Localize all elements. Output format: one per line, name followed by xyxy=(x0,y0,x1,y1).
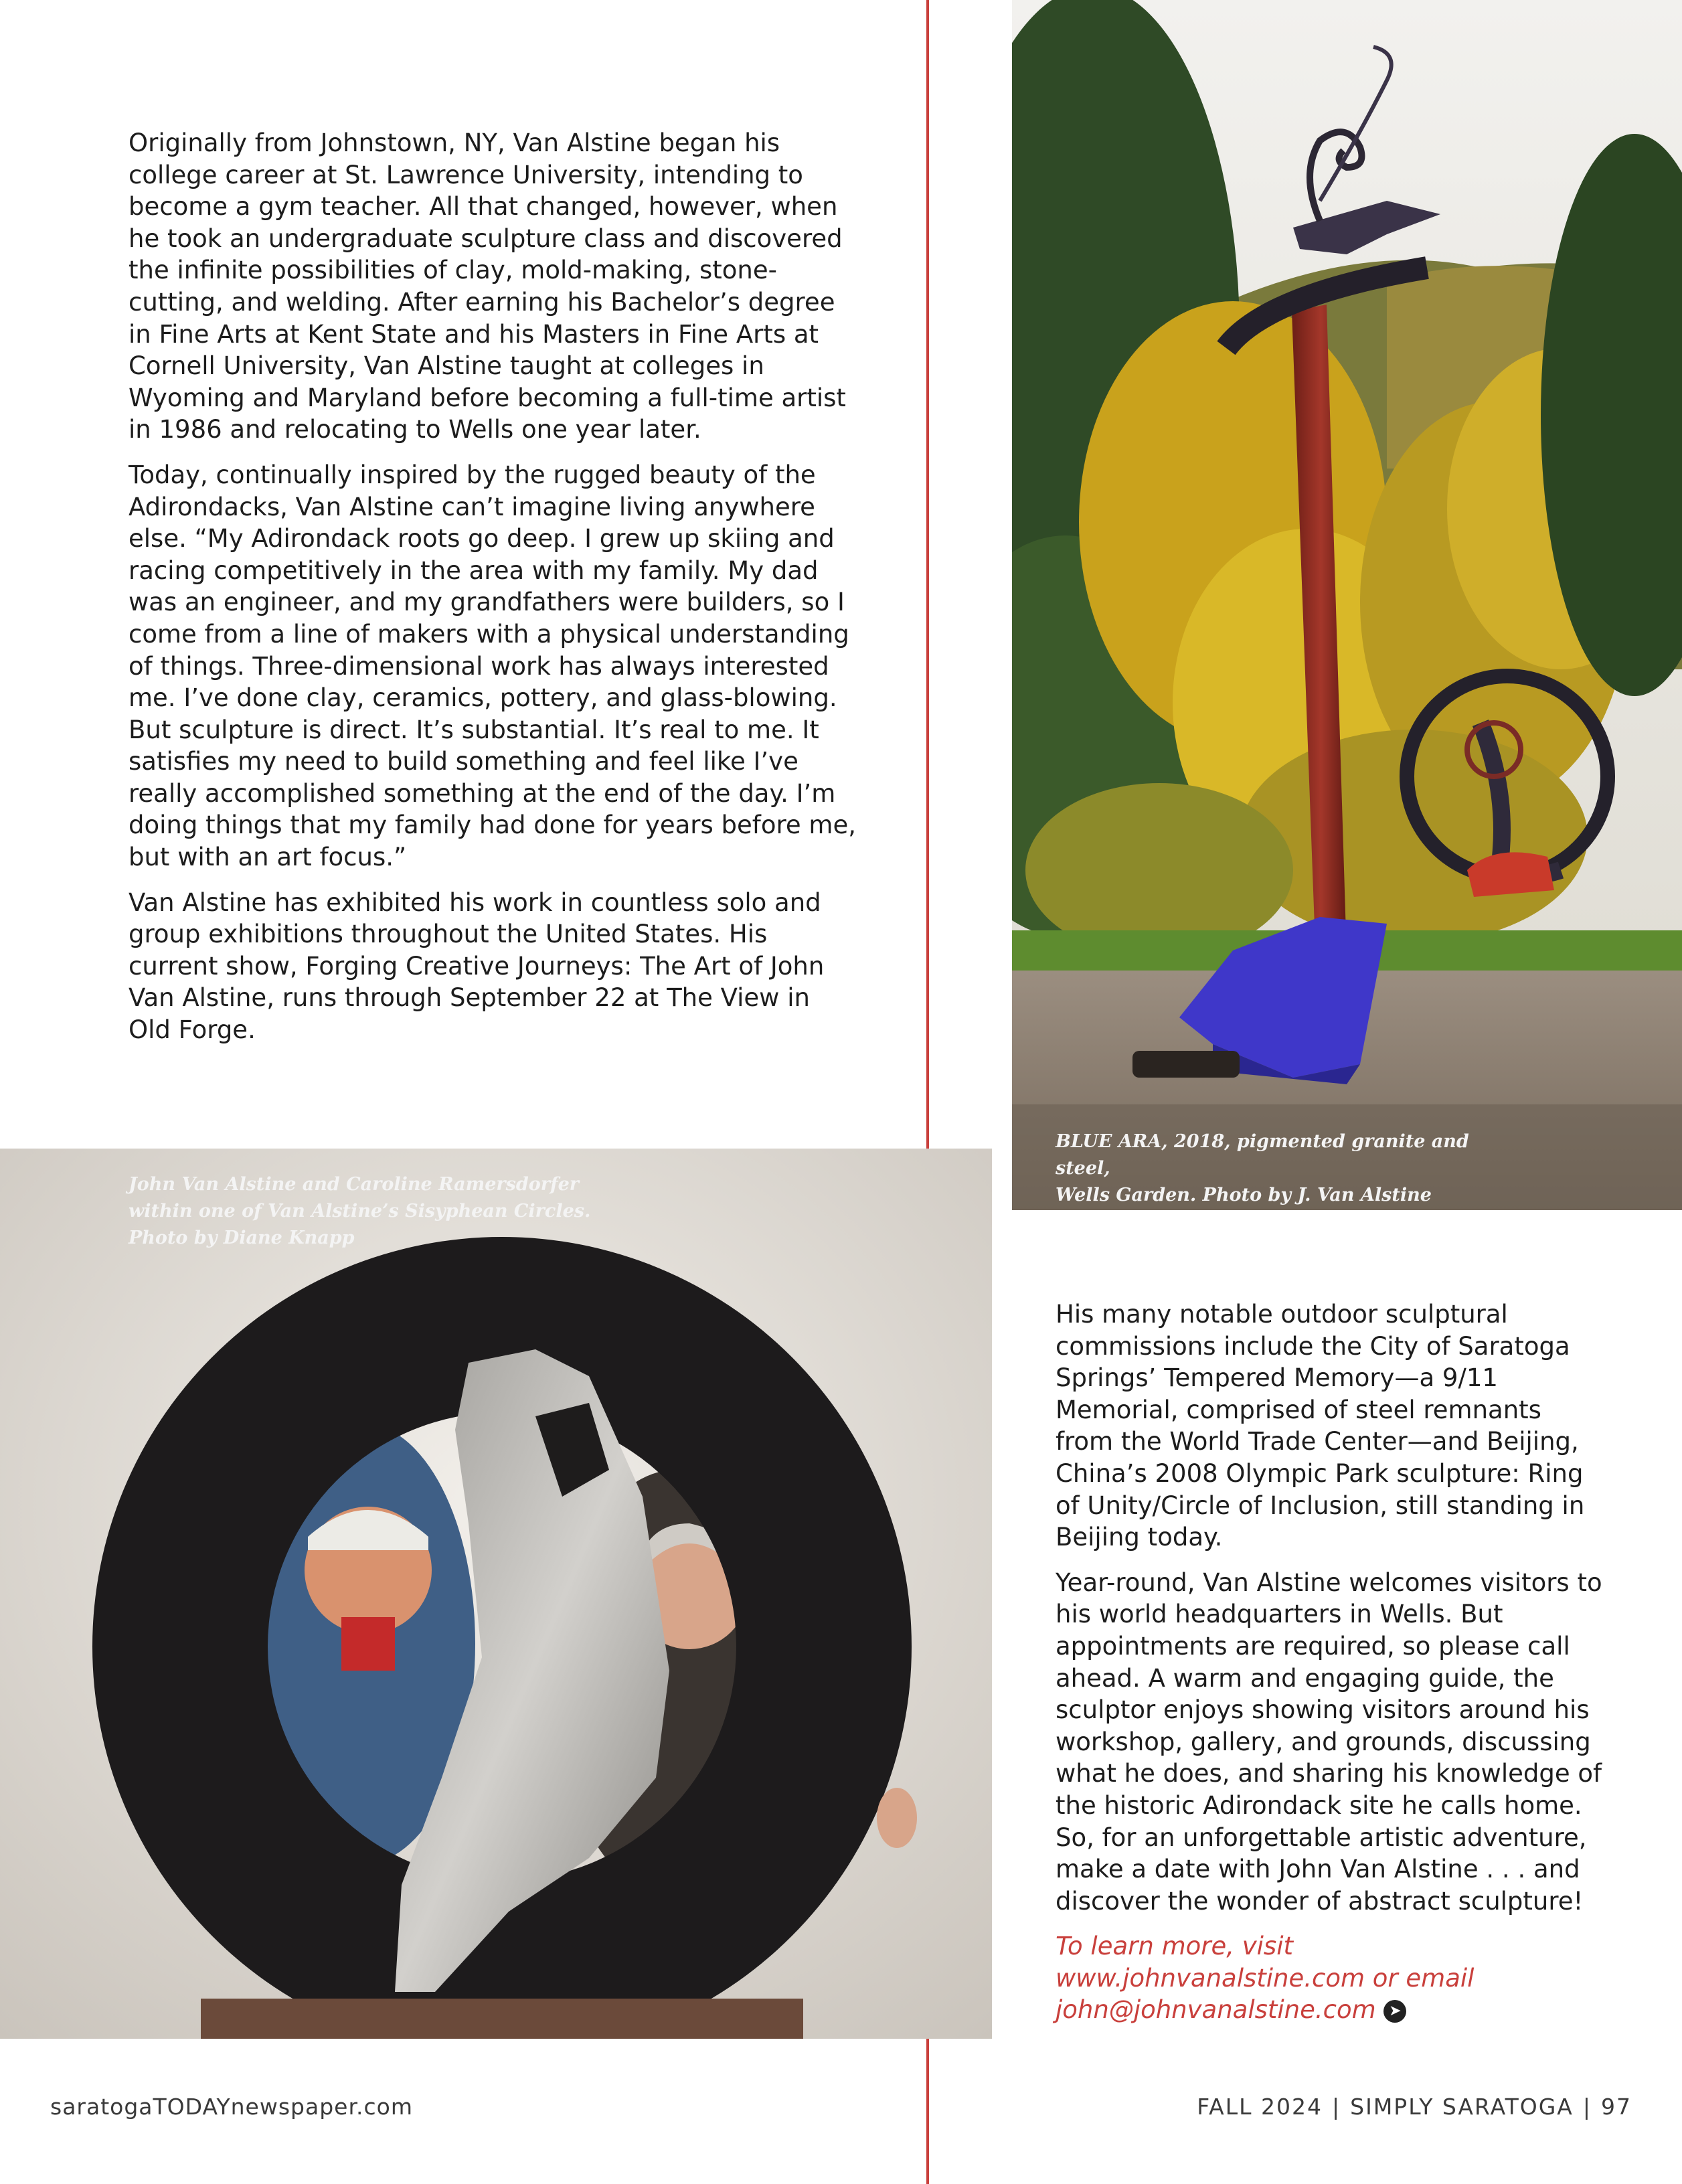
caption-line: BLUE ARA, 2018, pigmented granite and steel, xyxy=(1056,1131,1469,1179)
blue-ara-photo xyxy=(1012,0,1682,1210)
magazine-name: SIMPLY SARATOGA xyxy=(1350,2094,1574,2120)
page-number: 97 xyxy=(1601,2094,1632,2120)
caption-line: Photo by Diane Knapp xyxy=(129,1228,355,1248)
paragraph: Year-round, Van Alstine welcomes visitors to his world headquarters in Wells. But appointments are required, so please call ahead. A warm and engaging guide, the sculptor enjoys showing visitors around his workshop, gallery, and grounds, discussing what he does, and sharing his knowledge of the historic Adirondack site he calls home. So, for an unforgettable artistic adventure, make a date with John Van Alstine . . . and discover the wonder of abstract sculpture! xyxy=(1056,1568,1602,1916)
circle-photo-caption xyxy=(129,1171,597,1252)
paragraph: Originally from Johnstown, NY, Van Alstine began his college career at St. Lawrence University, intending to become a gym teacher. All that changed, however, when he took an undergraduate sculpture class and discovered the infinite possibilities of clay, mold-making, stone-cutting, and welding. After earning his Bachelor’s degree in Fine Arts at Kent State and his Masters in Fine Arts at Cornell University, Van Alstine taught at colleges in Wyoming and Maryland before becoming a full-time artist in 1986 and relocating to Wells one year later. xyxy=(129,129,846,444)
issue-label: FALL 2024 xyxy=(1197,2094,1323,2120)
footer-website: saratogaTODAYnewspaper.com xyxy=(50,2094,413,2120)
paragraph: His many notable outdoor sculptural commissions include the City of Saratoga Springs’ Tempered Memory—a 9/11 Memorial, comprised of steel remnants from the World Trade Center—and Beijing, China’s 2008 Olympic Park sculpture: Ring of Unity/Circle of Inclusion, still standing in Beijing today. xyxy=(1056,1300,1585,1552)
sculpture-end-mark-icon: ➤ xyxy=(1383,2000,1406,2023)
call-to-action-text: To learn more, visit www.johnvanalstine.com or email john@johnvanalstine.com xyxy=(1056,1932,1475,2025)
article-right-column xyxy=(1056,1298,1604,2039)
paragraph: Van Alstine has exhibited his work in countless solo and group exhibitions throughout the United States. His current show, Forging Creative Journeys: The Art of John Van Alstine, runs through September 22 at The View in Old Forge. xyxy=(129,888,825,1045)
caption-line: within one of Van Alstine’s Sisyphean Circles. xyxy=(129,1201,591,1222)
sisyphean-circle-photo xyxy=(0,1149,992,2039)
caption-line: John Van Alstine and Caroline Ramersdorfer xyxy=(129,1174,579,1195)
call-to-action xyxy=(1056,1930,1604,2026)
footer-folio: FALL 2024 | SIMPLY SARATOGA | 97 xyxy=(1197,2094,1632,2120)
paragraph: Today, continually inspired by the rugged beauty of the Adirondacks, Van Alstine can’t imagine living anywhere else. “My Adirondack roots go deep. I grew up skiing and racing competitively in the area with my family. My dad was an engineer, and my grandfathers were builders, so I come from a line of makers with a physical understanding of things. Three-dimensional work has always interested me. I’ve done clay, ceramics, pottery, and glass-blowing. But sculpture is direct. It’s substantial. It’s real to me. It satisfies my need to build something and feel like I’ve really accomplished something at the end of the day. I’m doing things that my family had done for years before me, but with an art focus.” xyxy=(129,460,856,872)
caption-line: Wells Garden. Photo by J. Van Alstine xyxy=(1056,1185,1432,1205)
article-left-column xyxy=(129,127,858,1060)
blue-ara-caption xyxy=(1056,1128,1524,1209)
